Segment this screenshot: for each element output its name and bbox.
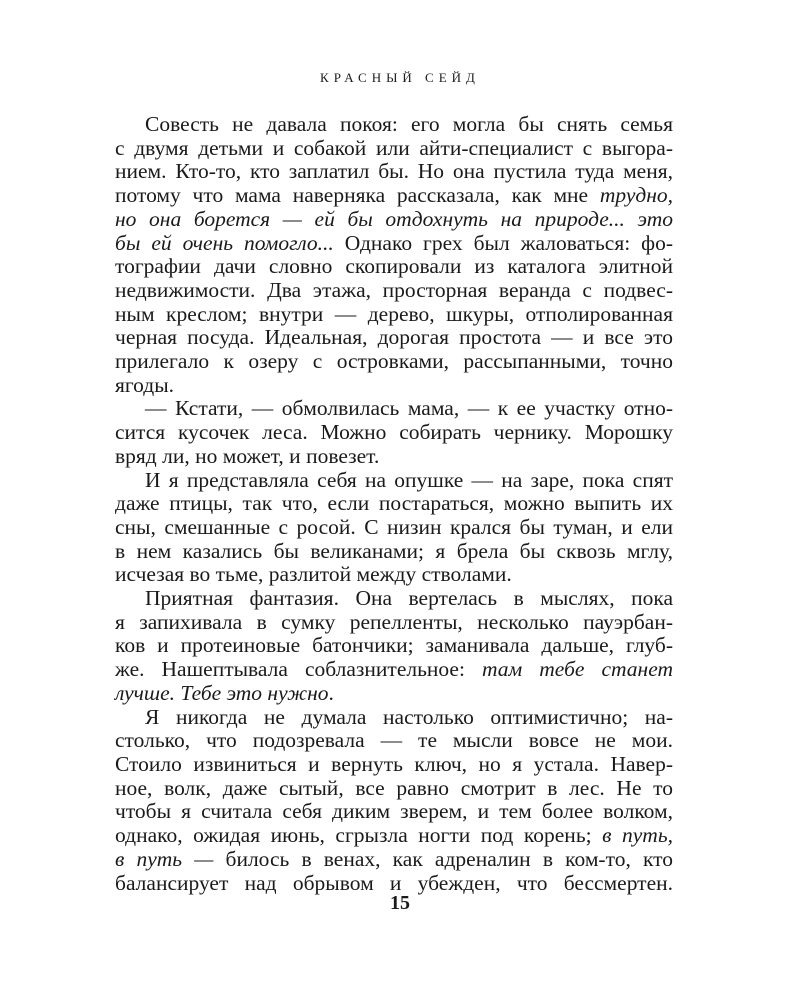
text-line: с двумя детьми и собакой или айти-специалист с выгора- xyxy=(115,135,673,160)
text-line: Стоило извиниться и вернуть ключ, но я устала. Навер- xyxy=(115,751,673,776)
text-line: исчезая во тьме, разлитой между стволами. xyxy=(115,562,512,587)
text-line: черная посуда. Идеальная, дорогая простота — и все это xyxy=(115,325,673,350)
text-line xyxy=(115,232,673,256)
italic-run: в путь, xyxy=(602,823,673,848)
text-line: я запихивала в сумку репелленты, несколько пауэрбан- xyxy=(115,609,673,634)
text-line: ков и протеиновые батончики; заманивала дальше, глуб- xyxy=(115,633,673,658)
text-line: недвижимости. Два этажа, просторная веранда с подвес- xyxy=(115,277,673,302)
text-run: же. Нашептывала соблазнительное: xyxy=(115,657,482,682)
text-line: И я представляла себя на опушке — на заре, пока спят xyxy=(145,467,673,492)
text-run: однако, ожидая июнь, сгрызла ногти под корень; xyxy=(115,823,603,848)
text-line xyxy=(115,184,673,208)
paragraph-3 xyxy=(115,469,673,588)
text-line: даже птицы, так что, если постараться, можно выпить их xyxy=(115,491,673,516)
paragraph-2-dialogue xyxy=(115,397,673,468)
text-line: ным креслом; внутри — дерево, шкуры, отполированная xyxy=(115,301,673,326)
text-line: — Кстати, — обмолвилась мама, — к ее участку отно- xyxy=(145,396,673,421)
italic-run: лучше. Тебе это нужно xyxy=(115,680,329,705)
text-run: билось в венах, как адреналин в ком-то, кто xyxy=(213,846,673,871)
text-line: столько, что подозревала — те мысли вовсе не мои. xyxy=(115,728,673,753)
text-line: сны, смешанные с росой. С низин крался бы туман, и ели xyxy=(115,514,673,539)
text-line xyxy=(115,682,673,706)
text-line xyxy=(115,208,673,232)
running-title: КРАСНЫЙ СЕЙД xyxy=(320,70,480,85)
italic-run: трудно, xyxy=(599,183,673,208)
text-line: Приятная фантазия. Она вертелась в мыслях, пока xyxy=(145,586,673,611)
text-line: чтобы я считала себя диким зверем, и тем более волком, xyxy=(115,799,673,824)
italic-run: там тебе станет xyxy=(481,657,674,682)
italic-run: в путь — xyxy=(115,846,214,871)
paragraph-5 xyxy=(115,706,673,896)
paragraph-1 xyxy=(115,113,673,397)
italic-run: но она борется — ей бы отдохнуть на природе... это xyxy=(115,206,673,231)
text-line: в нем казались бы великанами; я брела бы сквозь мглу, xyxy=(115,538,673,563)
text-line xyxy=(115,824,673,848)
text-line: вряд ли, но может, и повезет. xyxy=(115,443,380,468)
text-line xyxy=(115,848,673,872)
body-text xyxy=(115,113,673,895)
text-line: балансирует над обрывом и убежден, что бессмертен. xyxy=(115,870,673,895)
text-line: ягоды. xyxy=(115,372,175,397)
text-run: . xyxy=(328,680,334,705)
italic-run: бы ей очень помогло... xyxy=(115,230,334,255)
paragraph-4 xyxy=(115,587,673,706)
text-run: Однако грех был жаловаться: фо- xyxy=(333,230,673,255)
page-number: 15 xyxy=(390,892,410,914)
text-run: потому что мама наверняка рассказала, как мне xyxy=(115,183,600,208)
text-line: Я никогда не думала настолько оптимистично; на- xyxy=(145,704,673,729)
text-line: нием. Кто-то, кто заплатил бы. Но она пустила туда меня, xyxy=(115,159,673,184)
text-line: сится кусочек леса. Можно собирать чернику. Морошку xyxy=(115,420,673,445)
text-line: прилегало к озеру с островками, рассыпанными, точно xyxy=(115,349,673,374)
text-line: ное, волк, даже сытый, все равно смотрит в лес. Не то xyxy=(115,775,673,800)
text-line: Совесть не давала покоя: его могла бы снять семья xyxy=(145,112,673,136)
text-line: тографии дачи словно скопировали из каталога элитной xyxy=(115,254,673,279)
text-line xyxy=(115,658,673,682)
